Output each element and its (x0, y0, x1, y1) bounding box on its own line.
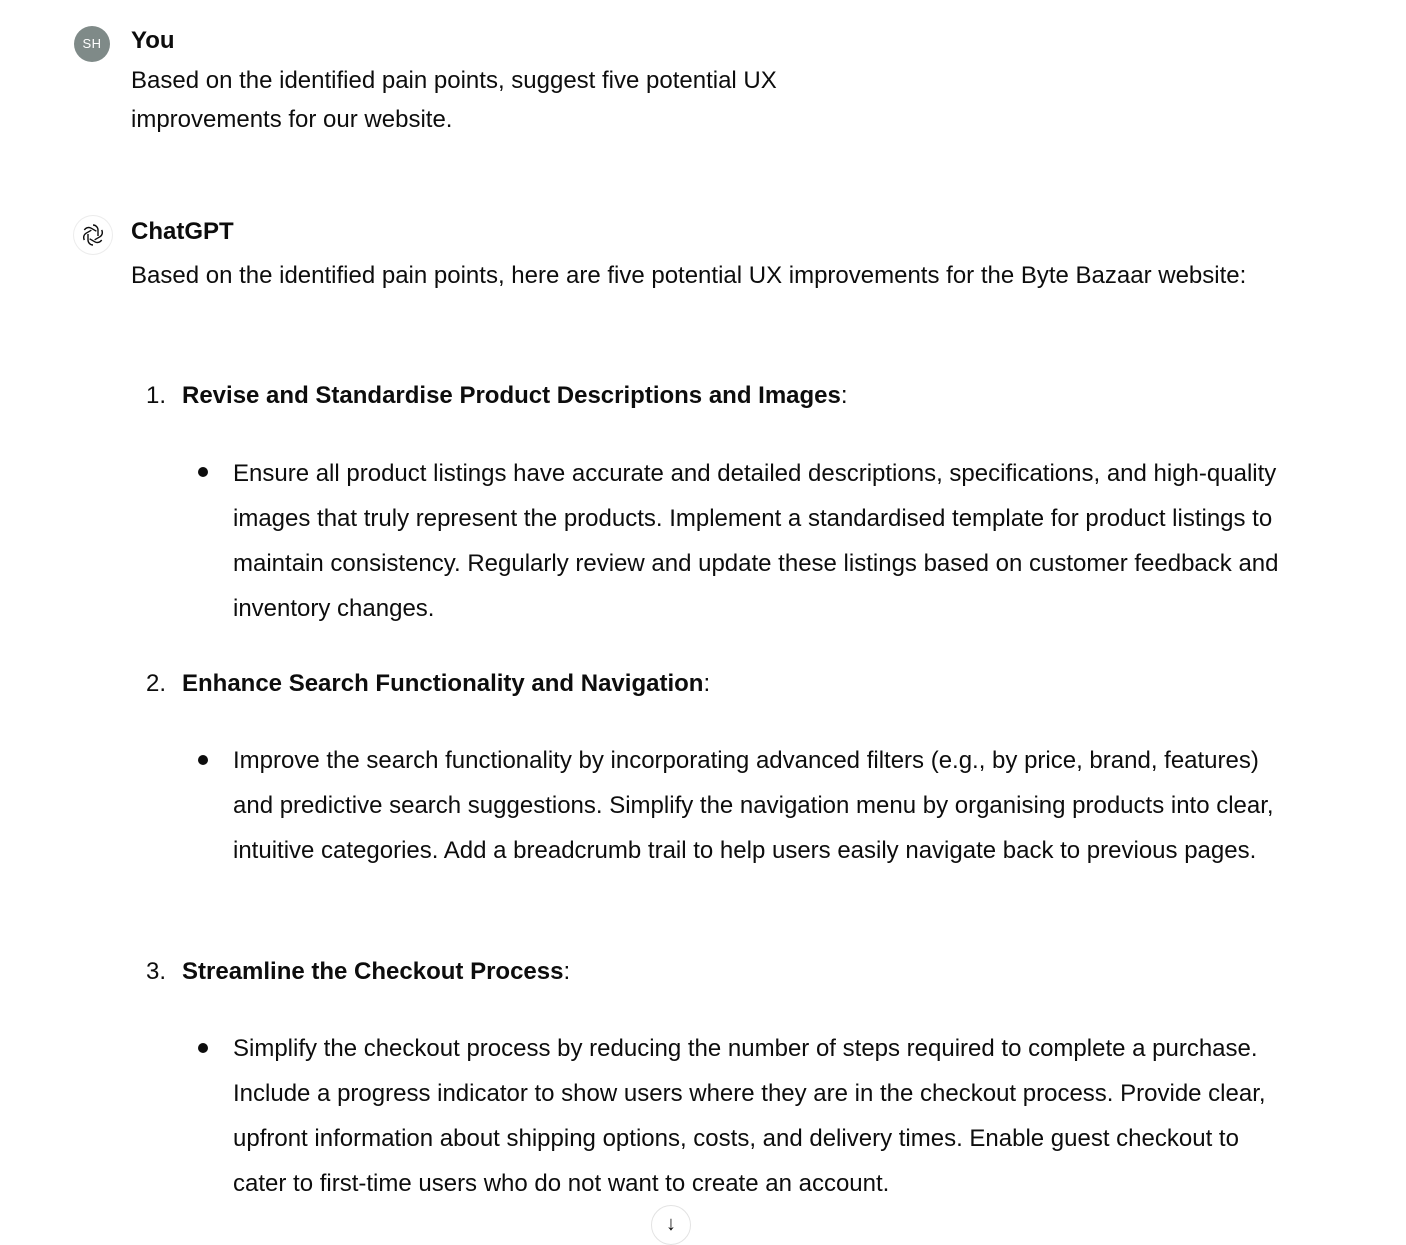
list-item-title (182, 382, 848, 410)
bullet-point (198, 755, 208, 765)
openai-logo-icon (80, 222, 106, 248)
bullet-point (198, 467, 208, 477)
list-item-title-bold: Streamline the Checkout Process (182, 958, 564, 985)
list-item-number: 3. (146, 958, 167, 985)
list-item-title-suffix: : (563, 958, 571, 985)
user-author-name: You (131, 27, 175, 54)
list-item-number: 1. (146, 382, 167, 409)
scroll-to-bottom-button[interactable] (651, 1205, 691, 1245)
user-avatar: SH (74, 26, 110, 62)
bullet-point (198, 1043, 208, 1053)
user-message-text: Based on the identified pain points, suggest five potential UX improvements for our website. (131, 67, 777, 133)
list-item-description: Improve the search functionality by incorporating advanced filters (e.g., by price, brand, features) and predictive search suggestions. Simplify the navigation menu by organising products into clear, intuitive categories. Add a breadcrumb trail to help users easily navigate back to previous pages. (233, 747, 1274, 864)
list-item-title-bold: Enhance Search Functionality and Navigation (182, 670, 704, 697)
list-item-description: Simplify the checkout process by reducing the number of steps required to complete a purchase. Include a progress indicator to show users where they are in the checkout process. Provide clear, upfront information about shipping options, costs, and delivery times. Enable guest checkout to cater to first-time users who do not want to create an account. (233, 1035, 1266, 1197)
list-item-number: 2. (146, 670, 167, 697)
arrow-down-icon: ↓ (666, 1213, 676, 1235)
list-item-title-bold: Revise and Standardise Product Descriptions and Images (182, 382, 841, 409)
list-item-description: Ensure all product listings have accurate and detailed descriptions, specifications, and high-quality images that truly represent the products. Implement a standardised template for product listings to maintain consistency. Regularly review and update these listings based on customer feedback and inventory changes. (233, 460, 1279, 622)
chatgpt-avatar (74, 216, 112, 254)
list-item-title (182, 958, 570, 986)
assistant-intro-text: Based on the identified pain points, here are five potential UX improvements for the Byte Bazaar website: (131, 262, 1247, 289)
list-item-title-suffix: : (840, 382, 848, 409)
list-item-title-suffix: : (703, 670, 711, 697)
list-item-title (182, 670, 710, 698)
assistant-author-name: ChatGPT (131, 218, 234, 245)
